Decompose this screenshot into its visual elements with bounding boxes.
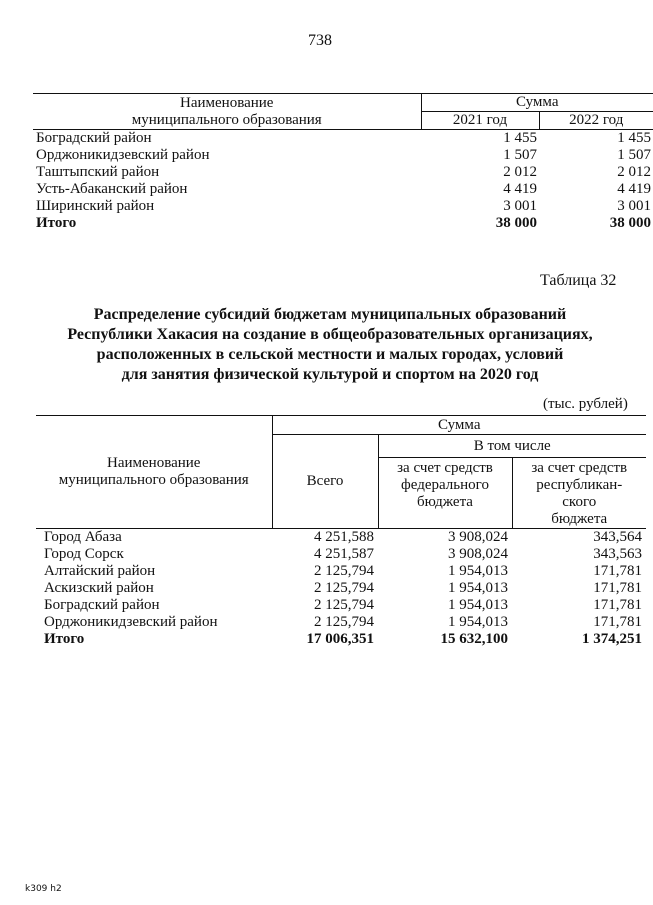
page-number: 738 <box>308 32 332 49</box>
row-name: Аскизский район <box>44 580 154 596</box>
row-name: Боградский район <box>36 130 152 146</box>
table-header-row <box>33 94 653 112</box>
header-name-line: Наименование <box>107 455 201 471</box>
header-republic <box>512 458 646 529</box>
title-line: Республики Хакасия на создание в общеобразовательных организациях, <box>67 326 593 343</box>
row-name: Город Абаза <box>44 529 122 545</box>
row-name: Ширинский район <box>36 198 155 214</box>
row-value-2022: 1 455 <box>617 130 651 146</box>
row-name: Таштыпский район <box>36 164 160 180</box>
header-total: Всего <box>272 435 378 529</box>
header-name-cell <box>36 416 272 529</box>
footer-code: k309 h2 <box>25 884 62 894</box>
table-row <box>36 529 646 547</box>
row-name: Город Сорск <box>44 546 124 562</box>
table-row <box>36 563 646 580</box>
header-name-line: Наименование <box>180 94 274 111</box>
total-federal: 15 632,100 <box>440 631 508 647</box>
row-name: Орджоникидзевский район <box>36 147 210 163</box>
row-total: 2 125,794 <box>314 563 374 579</box>
table-total-row <box>33 215 653 232</box>
row-total: 2 125,794 <box>314 614 374 630</box>
header-sum: Сумма <box>272 416 646 435</box>
document-title <box>30 305 630 385</box>
total-label: Итого <box>36 215 77 231</box>
title-line: Распределение субсидий бюджетам муниципальных образований <box>93 306 567 323</box>
header-name-line: муниципального образования <box>131 111 322 128</box>
header-name-line: муниципального образования <box>58 472 249 488</box>
row-value-2021: 4 419 <box>503 181 537 197</box>
row-value-2021: 2 012 <box>503 164 537 180</box>
row-total: 4 251,588 <box>314 529 374 545</box>
header-including: В том числе <box>378 435 646 458</box>
row-republic: 343,563 <box>593 546 642 562</box>
header-sum: Сумма <box>421 94 653 112</box>
header-republic-line: за счет средств <box>531 460 628 476</box>
total-all: 17 006,351 <box>306 631 374 647</box>
total-label: Итого <box>44 631 85 647</box>
title-line: для занятия физической культурой и спортом на 2020 год <box>121 366 539 383</box>
table-header-row <box>36 416 646 435</box>
table-row <box>33 181 653 198</box>
header-federal <box>378 458 512 529</box>
row-republic: 171,781 <box>593 597 642 613</box>
row-value-2021: 3 001 <box>503 198 537 214</box>
table-row <box>36 546 646 563</box>
header-republic-line: бюджета <box>551 511 608 527</box>
row-republic: 171,781 <box>593 563 642 579</box>
row-federal: 1 954,013 <box>448 580 508 596</box>
allocation-table-continued <box>33 93 653 232</box>
header-federal-line: за счет средств <box>397 460 493 476</box>
row-value-2021: 1 507 <box>503 147 537 163</box>
table-total-row <box>36 631 646 648</box>
row-federal: 3 908,024 <box>448 546 508 562</box>
row-total: 2 125,794 <box>314 597 374 613</box>
row-federal: 1 954,013 <box>448 597 508 613</box>
header-year-2022: 2022 год <box>539 112 653 130</box>
row-federal: 1 954,013 <box>448 563 508 579</box>
table-row <box>36 597 646 614</box>
header-republic-line: республикан- <box>536 477 623 493</box>
total-value-2022: 38 000 <box>609 215 651 231</box>
row-republic: 171,781 <box>593 580 642 596</box>
row-name: Алтайский район <box>44 563 156 579</box>
row-name: Усть-Абаканский район <box>36 181 188 197</box>
header-federal-line: федерального <box>401 477 489 493</box>
header-name-cell <box>33 94 421 130</box>
table-row <box>33 147 653 164</box>
table-row <box>36 580 646 597</box>
row-total: 4 251,587 <box>314 546 374 562</box>
row-value-2021: 1 455 <box>503 130 537 146</box>
row-republic: 343,564 <box>593 529 642 545</box>
total-republic: 1 374,251 <box>582 631 642 647</box>
table-caption: Таблица 32 <box>540 272 617 289</box>
row-name: Орджоникидзевский район <box>44 614 218 630</box>
row-value-2022: 3 001 <box>617 198 651 214</box>
table-row <box>36 614 646 631</box>
header-year-2021: 2021 год <box>421 112 539 130</box>
row-federal: 1 954,013 <box>448 614 508 630</box>
header-republic-line: ского <box>562 494 597 510</box>
row-republic: 171,781 <box>593 614 642 630</box>
table-row <box>33 164 653 181</box>
row-total: 2 125,794 <box>314 580 374 596</box>
title-line: расположенных в сельской местности и малых городах, условий <box>96 346 564 363</box>
units-label: (тыс. рублей) <box>543 396 628 412</box>
table-row <box>33 198 653 215</box>
subsidy-table <box>36 415 646 648</box>
row-value-2022: 2 012 <box>617 164 651 180</box>
header-federal-line: бюджета <box>417 494 473 510</box>
total-value-2021: 38 000 <box>495 215 537 231</box>
row-value-2022: 4 419 <box>617 181 651 197</box>
row-federal: 3 908,024 <box>448 529 508 545</box>
row-value-2022: 1 507 <box>617 147 651 163</box>
table-row <box>33 130 653 148</box>
row-name: Боградский район <box>44 597 160 613</box>
